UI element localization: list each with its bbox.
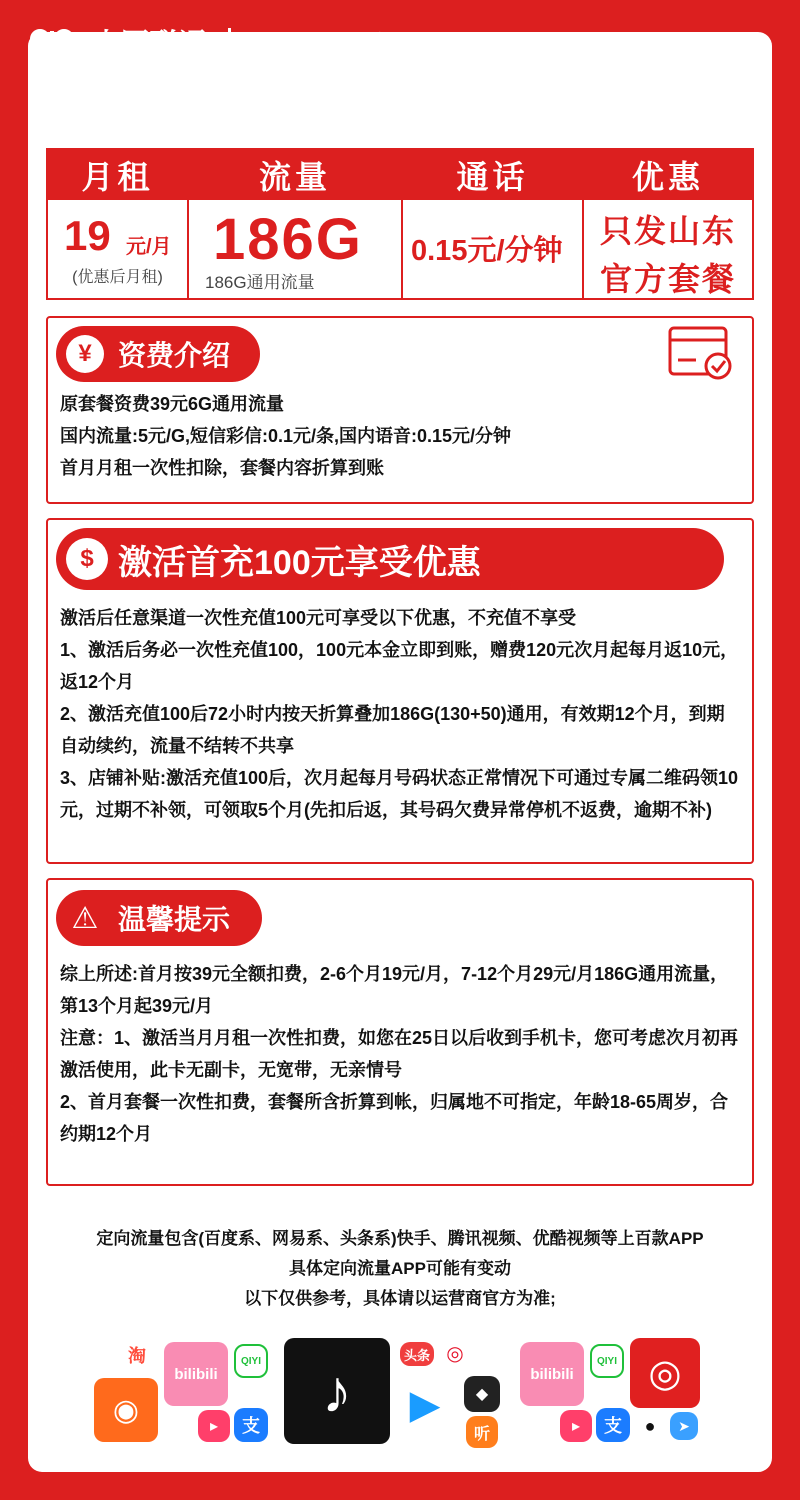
notice-title: 温馨提示 <box>118 904 231 935</box>
column-header-promo: 优惠 <box>584 150 752 200</box>
alipay-app-icon: 支 <box>234 1408 268 1442</box>
footer-line-3: 以下仅供参考，具体请以运营商官方为准; <box>244 1289 556 1308</box>
activation-title: 激活首充100元享受优惠 <box>118 543 481 582</box>
notice-line: 2、首月套餐一次性扣费，套餐所含折算到帐，归属地不可指定，年龄18-65周岁，合约期12个月 <box>60 1092 729 1144</box>
mango-app-icon: ▸ <box>198 1410 230 1442</box>
fees-line: 原套餐资费39元6G通用流量 <box>60 394 285 414</box>
kuaishou-app-icon: ◉ <box>94 1378 158 1442</box>
activation-line: 2、激活充值100后72小时内按天折算叠加186G(130+50)通用，有效期12个月，到期自动续约，流量不结转不共享 <box>60 704 725 756</box>
bilibili-app-icon-2: bilibili <box>520 1342 584 1406</box>
recharge-icon: $ <box>66 538 108 580</box>
monthly-fee-value: 19 <box>64 212 111 259</box>
app-icons-row <box>94 1338 706 1448</box>
activation-line: 3、店铺补贴:激活充值100后，次月起每月号码状态正常情况下可通过专属二维码领10元，过期不补领，可领取5个月(先扣后返，其号码欠费异常停机不返费，逾期不补) <box>60 768 739 820</box>
call-column <box>403 150 584 298</box>
fees-title-pill <box>56 326 260 382</box>
column-header-data: 流量 <box>189 150 401 200</box>
notice-line: 注意：1、激活当月月租一次性扣费，如您在25日以后收到手机卡，您可考虑次月初再激活使用，此卡无副卡，无宽带，无亲情号 <box>60 1028 739 1080</box>
bill-check-icon <box>668 326 734 380</box>
fees-text <box>60 388 742 484</box>
iqiyi-app-icon: QIYI <box>234 1344 268 1378</box>
data-value: 186G <box>213 207 363 272</box>
notice-text <box>60 958 742 1150</box>
fees-title: 资费介绍 <box>118 340 231 371</box>
warning-icon: ⚠ <box>71 901 99 935</box>
activation-line: 激活后任意渠道一次性充值100元可享受以下优惠，不充值不享受 <box>60 608 577 628</box>
fees-line: 首月月租一次性扣除，套餐内容折算到账 <box>60 458 384 478</box>
notice-line: 综上所述:首月按39元全额扣费，2-6个月19元/月，7-12个月29元/月186G通用流量，第13个月起39元/月 <box>60 964 729 1016</box>
feishu-app-icon: ➤ <box>670 1412 698 1440</box>
activation-line: 1、激活后务必一次性充值100，100元本金立即到账，赠费120元次月起每月返10元，返12个月 <box>60 640 739 692</box>
column-header-call: 通话 <box>403 150 582 200</box>
toutiao-app-icon: 头条 <box>400 1342 434 1366</box>
yen-icon: ¥ <box>66 335 104 373</box>
monthly-fee-note: (优惠后月租) <box>72 269 163 286</box>
weibo-app-icon: ◎ <box>440 1338 470 1368</box>
footer-line-1: 定向流量包含(百度系、网易系、头条系)快手、腾讯视频、优酷视频等上百款APP <box>96 1229 704 1248</box>
activation-title-pill <box>56 528 724 590</box>
netease-app-icon: ◆ <box>464 1376 500 1412</box>
data-note: 186G通用流量 <box>205 273 315 292</box>
monthly-fee-unit: 元/月 <box>126 236 172 258</box>
taobao-app-icon: 淘 <box>120 1338 154 1372</box>
monthly-fee-column <box>48 150 189 298</box>
listen-app-icon: 听 <box>466 1416 498 1448</box>
promo-line-1: 只发山东 <box>599 213 736 249</box>
plan-summary-table <box>46 148 754 300</box>
notice-box <box>46 878 754 1186</box>
notice-title-pill <box>56 890 262 946</box>
fees-line: 国内流量:5元/G,短信彩信:0.1元/条,国内语音:0.15元/分钟 <box>60 426 512 446</box>
data-column <box>189 150 403 298</box>
promo-line-2: 官方套餐 <box>599 261 736 297</box>
iqiyi-app-icon-2: QIYI <box>590 1344 624 1378</box>
mango-app-icon-2: ▸ <box>560 1410 592 1442</box>
alipay-app-icon-2: 支 <box>596 1408 630 1442</box>
bilibili-app-icon: bilibili <box>164 1342 228 1406</box>
netease-music-app-icon: ◎ <box>630 1338 700 1408</box>
activation-box <box>46 518 754 864</box>
footer-line-2: 具体定向流量APP可能有变动 <box>289 1259 511 1278</box>
douyin-app-icon: ♪ <box>284 1338 390 1444</box>
promo-column <box>584 150 752 298</box>
column-header-monthly-fee: 月租 <box>48 150 187 200</box>
qq-app-icon: ● <box>636 1412 664 1440</box>
fees-box <box>46 316 754 504</box>
call-rate: 0.15元/分钟 <box>411 235 563 267</box>
activation-text <box>60 602 742 826</box>
tencent-video-app-icon: ▶ <box>400 1380 450 1430</box>
